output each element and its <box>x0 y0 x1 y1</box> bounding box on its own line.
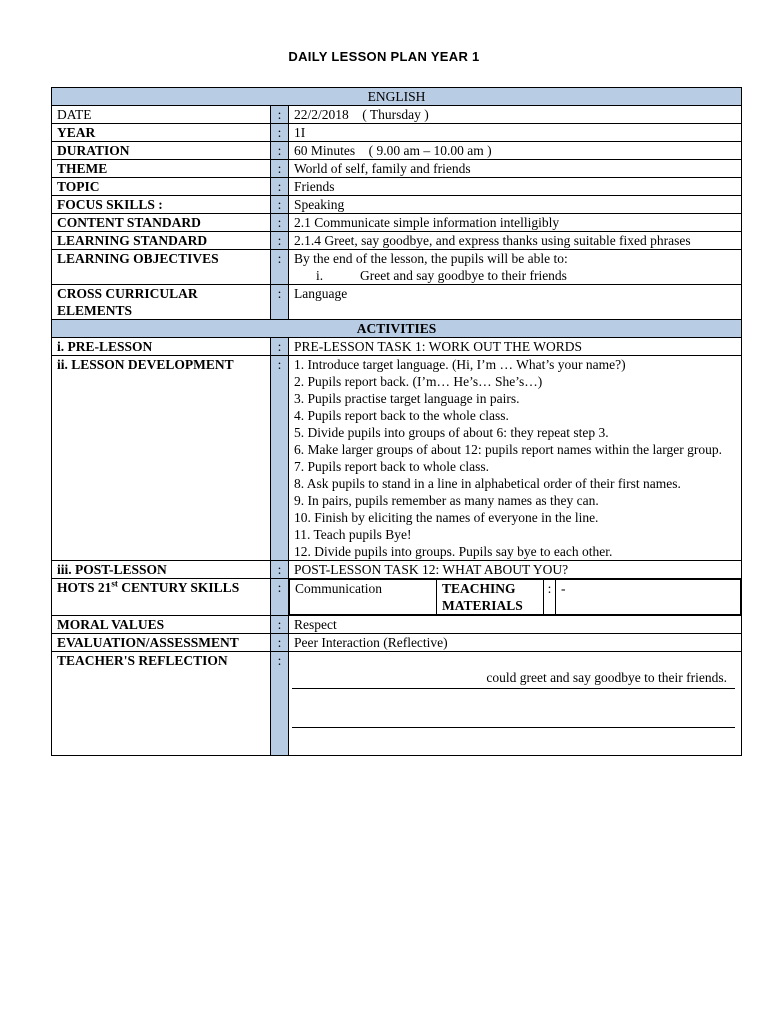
step-item: 9. In pairs, pupils remember as many names as they can. <box>294 493 599 508</box>
hots-label-text: HOTS 21 <box>57 580 112 595</box>
teaching-materials-label: TEACHING MATERIALS <box>437 580 544 615</box>
pre-lesson-value: PRE-LESSON TASK 1: WORK OUT THE WORDS <box>289 338 742 356</box>
step-item: 4. Pupils report back to the whole class. <box>294 408 509 423</box>
step-item: 8. Ask pupils to stand in a line in alphabetical order of their first names. <box>294 476 681 491</box>
reflection-line: could greet and say goodbye to their friends. <box>292 669 735 689</box>
row-moral-values <box>52 616 742 634</box>
evaluation-label: EVALUATION/ASSESSMENT <box>52 634 271 652</box>
colon-separator: : <box>271 579 289 616</box>
document-title: DAILY LESSON PLAN YEAR 1 <box>288 49 480 64</box>
row-focus-skills <box>52 196 742 214</box>
lesson-development-label: ii. LESSON DEVELOPMENT <box>52 356 271 561</box>
row-learning-standard <box>52 232 742 250</box>
step-item: 7. Pupils report back to whole class. <box>294 459 489 474</box>
colon-separator: : <box>271 178 289 196</box>
content-standard-value: 2.1 Communicate simple information intelligibly <box>289 214 742 232</box>
row-evaluation <box>52 634 742 652</box>
step-item: 10. Finish by eliciting the names of everyone in the line. <box>294 510 599 525</box>
step-item: 5. Divide pupils into groups of about 6: they repeat step 3. <box>294 425 609 440</box>
colon-separator: : <box>271 616 289 634</box>
step-item: 1. Introduce target language. (Hi, I’m … What’s your name?) <box>294 357 626 372</box>
row-date <box>52 106 742 124</box>
row-pre-lesson <box>52 338 742 356</box>
step-item: 2. Pupils report back. (I’m… He’s… She’s…) <box>294 374 543 389</box>
colon-separator: : <box>271 214 289 232</box>
hots-label-suffix: CENTURY SKILLS <box>117 580 240 595</box>
hots-label-superscript: st <box>111 578 118 589</box>
row-year <box>52 124 742 142</box>
date-value: 22/2/2018 ( Thursday ) <box>289 106 742 124</box>
colon-separator: : <box>271 160 289 178</box>
activities-band: ACTIVITIES <box>52 320 742 338</box>
post-lesson-label: iii. POST-LESSON <box>52 561 271 579</box>
lesson-plan-table <box>51 87 742 756</box>
row-reflection <box>52 652 742 756</box>
step-item: 12. Divide pupils into groups. Pupils say bye to each other. <box>294 544 613 559</box>
colon-separator: : <box>271 634 289 652</box>
reflection-cell <box>289 652 742 756</box>
duration-label: DURATION <box>52 142 271 160</box>
step-item: 6. Make larger groups of about 12: pupils report names within the larger group. <box>294 442 723 457</box>
colon-separator: : <box>271 124 289 142</box>
theme-label: THEME <box>52 160 271 178</box>
colon-separator: : <box>271 196 289 214</box>
topic-value: Friends <box>289 178 742 196</box>
row-hots <box>52 579 742 616</box>
row-content-standard <box>52 214 742 232</box>
year-label: YEAR <box>52 124 271 142</box>
lesson-development-steps <box>289 356 742 561</box>
step-item: 3. Pupils practise target language in pairs. <box>294 391 520 406</box>
reflection-blank-line <box>292 727 735 728</box>
colon-separator: : <box>271 250 289 285</box>
colon-separator: : <box>544 580 556 615</box>
learning-objectives-label: LEARNING OBJECTIVES <box>52 250 271 285</box>
row-lesson-development <box>52 356 742 561</box>
cross-curricular-label: CROSS CURRICULAR ELEMENTS <box>52 285 271 320</box>
learning-standard-label: LEARNING STANDARD <box>52 232 271 250</box>
colon-separator: : <box>271 338 289 356</box>
row-theme <box>52 160 742 178</box>
row-learning-objectives <box>52 250 742 285</box>
colon-separator: : <box>271 356 289 561</box>
post-lesson-value: POST-LESSON TASK 12: WHAT ABOUT YOU? <box>289 561 742 579</box>
objectives-intro: By the end of the lesson, the pupils will be able to: <box>294 251 568 266</box>
row-topic <box>52 178 742 196</box>
evaluation-value: Peer Interaction (Reflective) <box>289 634 742 652</box>
colon-separator: : <box>271 142 289 160</box>
learning-standard-value: 2.1.4 Greet, say goodbye, and express thanks using suitable fixed phrases <box>289 232 742 250</box>
objective-item <box>294 267 736 284</box>
row-post-lesson <box>52 561 742 579</box>
focus-skills-label: FOCUS SKILLS : <box>52 196 271 214</box>
colon-separator: : <box>271 106 289 124</box>
subject-band-row <box>52 88 742 106</box>
objective-number: i. <box>316 268 324 283</box>
hots-cell <box>289 579 742 616</box>
focus-skills-value: Speaking <box>289 196 742 214</box>
cross-curricular-value: Language <box>289 285 742 320</box>
subject-band: ENGLISH <box>52 88 742 106</box>
colon-separator: : <box>271 652 289 756</box>
year-value: 1I <box>289 124 742 142</box>
theme-value: World of self, family and friends <box>289 160 742 178</box>
step-item: 11. Teach pupils Bye! <box>294 527 412 542</box>
content-standard-label: CONTENT STANDARD <box>52 214 271 232</box>
activities-band-row <box>52 320 742 338</box>
hots-value: Communication <box>290 580 437 615</box>
row-duration <box>52 142 742 160</box>
moral-values-value: Respect <box>289 616 742 634</box>
row-cross-curricular <box>52 285 742 320</box>
hots-inner-table <box>289 579 741 615</box>
teaching-materials-value: - <box>556 580 741 615</box>
learning-objectives-value <box>289 250 742 285</box>
pre-lesson-label: i. PRE-LESSON <box>52 338 271 356</box>
reflection-label: TEACHER'S REFLECTION <box>52 652 271 756</box>
colon-separator: : <box>271 561 289 579</box>
objective-text: Greet and say goodbye to their friends <box>360 268 567 283</box>
hots-label <box>52 579 271 616</box>
date-label: DATE <box>52 106 271 124</box>
reflection-area <box>289 652 741 755</box>
moral-values-label: MORAL VALUES <box>52 616 271 634</box>
duration-value: 60 Minutes ( 9.00 am – 10.00 am ) <box>289 142 742 160</box>
topic-label: TOPIC <box>52 178 271 196</box>
colon-separator: : <box>271 232 289 250</box>
colon-separator: : <box>271 285 289 320</box>
